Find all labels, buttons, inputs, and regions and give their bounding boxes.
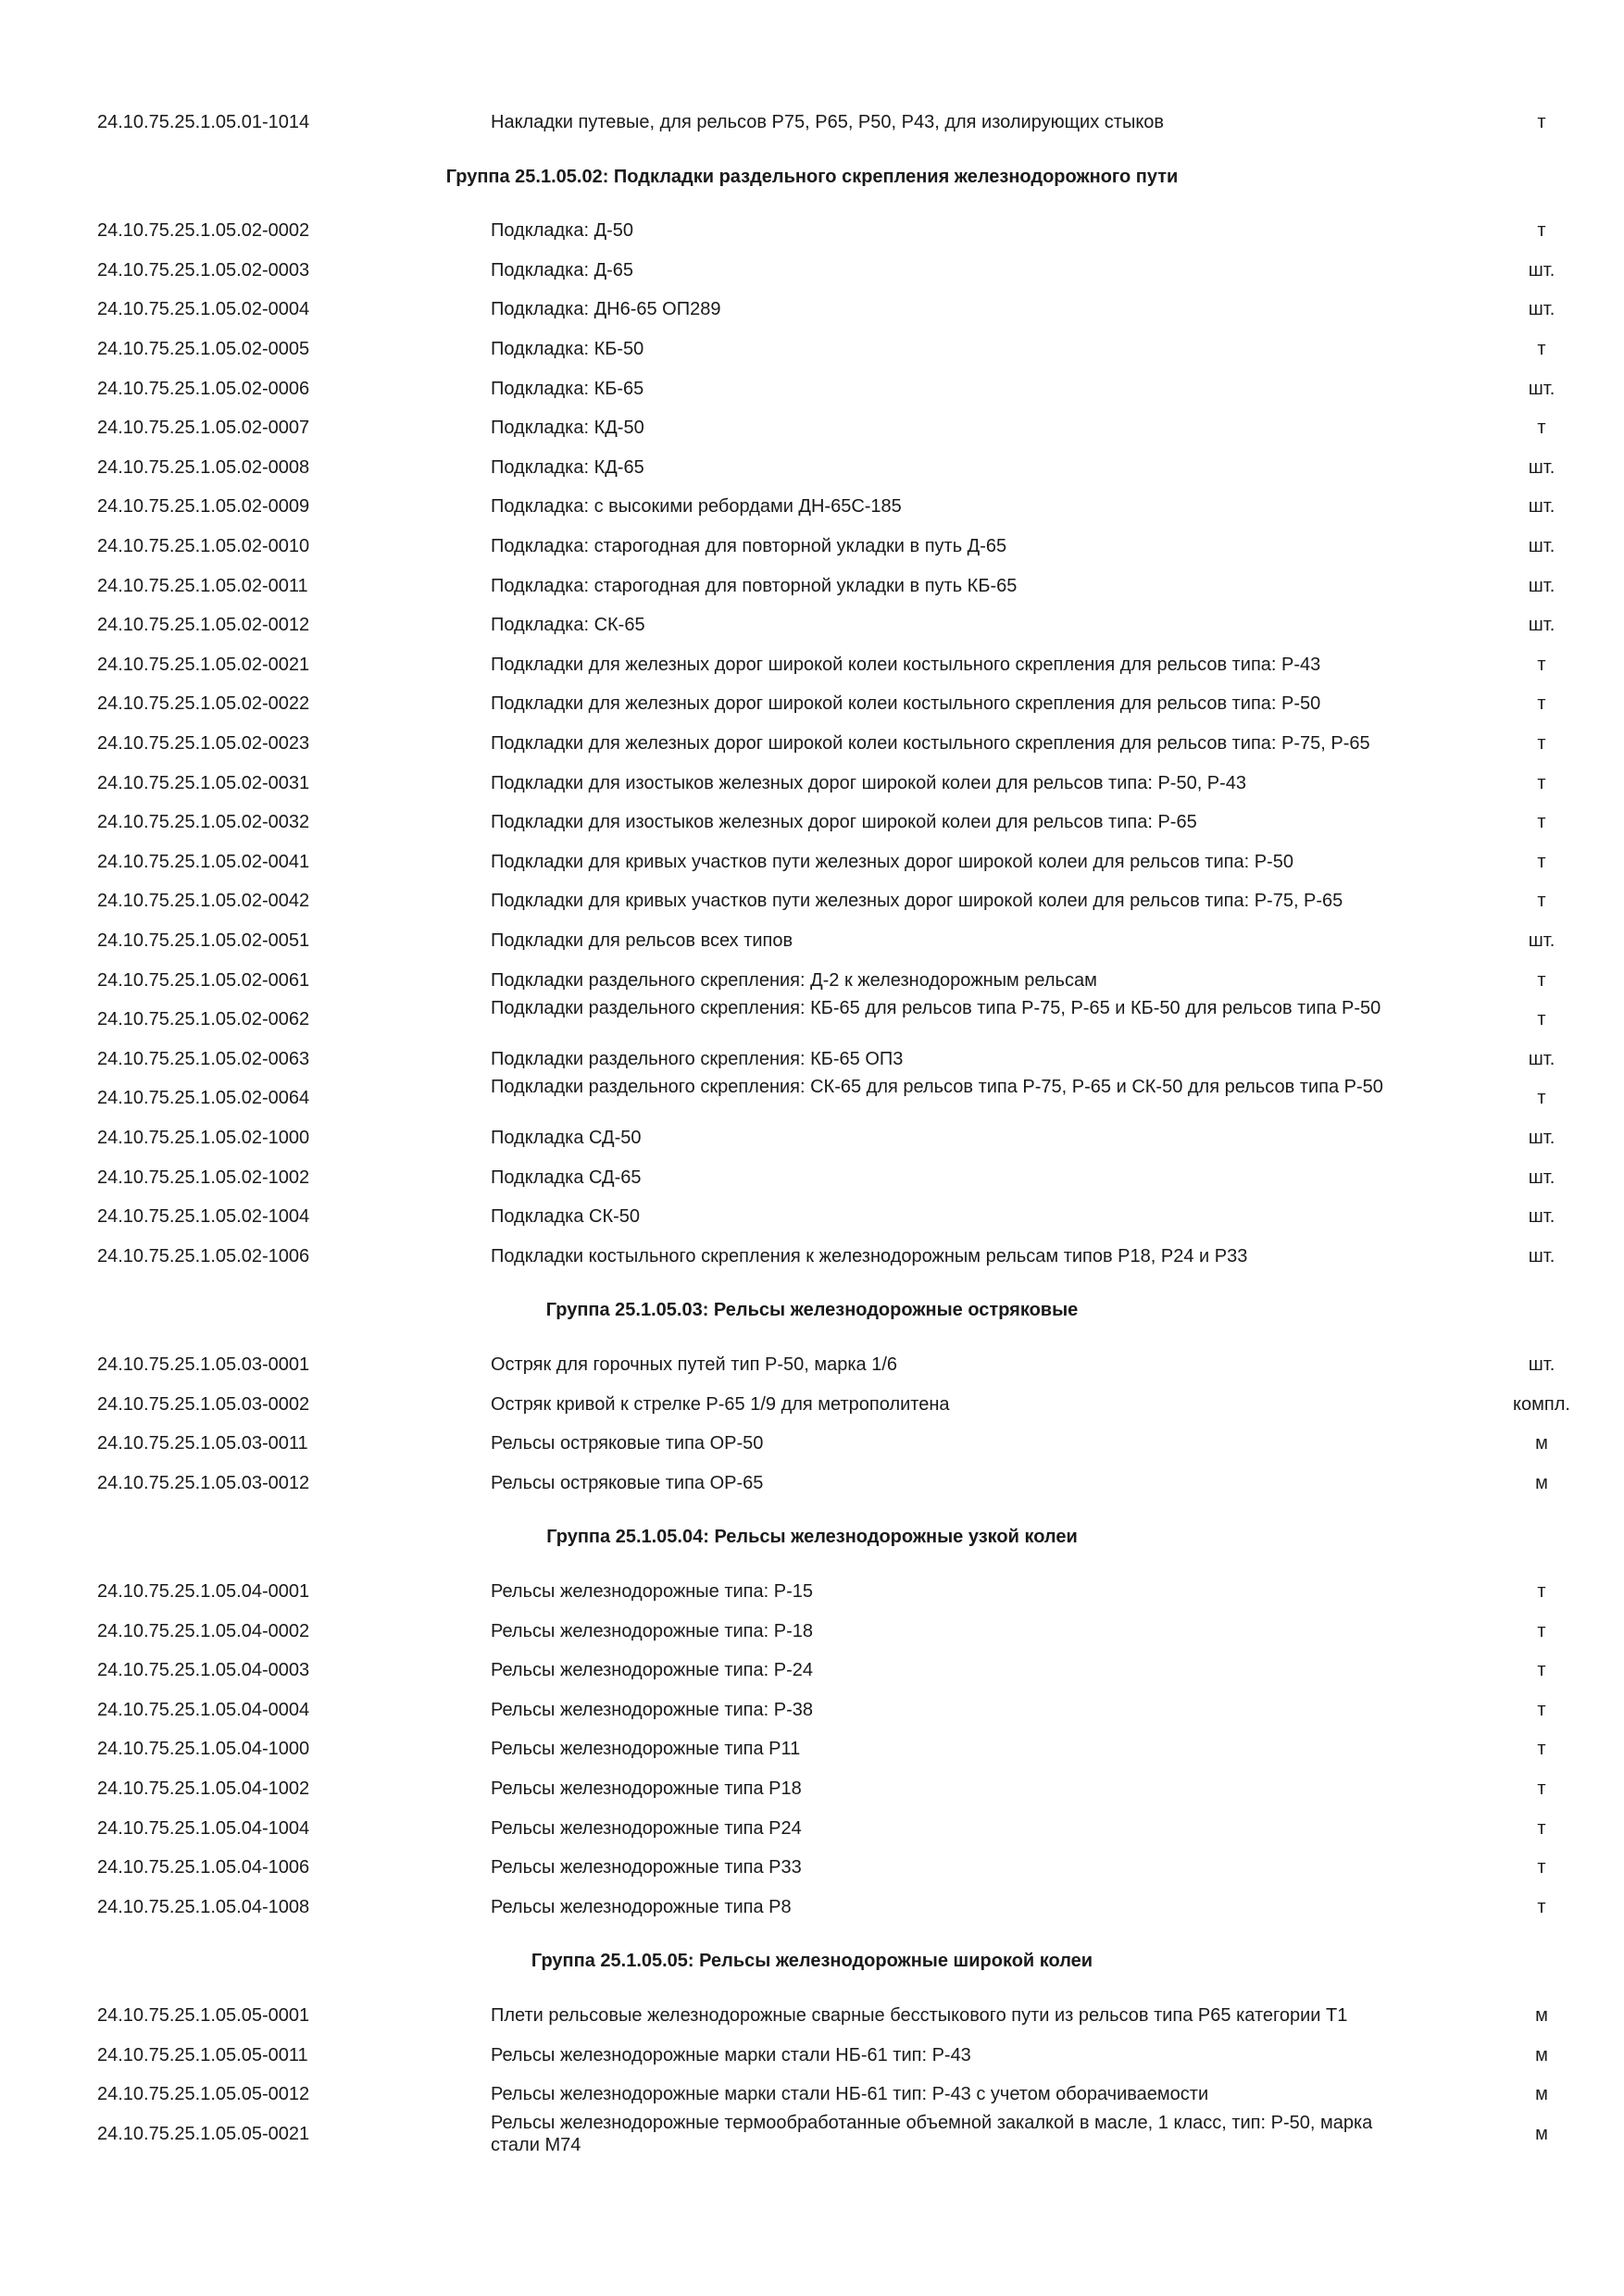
unit-of-measure: шт. (1528, 1128, 1555, 1148)
resource-name: Подкладки костыльного скрепления к железнодорожным рельсам типов Р18, Р24 и Р33 (491, 1246, 1248, 1267)
resource-name: Подкладка: КБ-65 (491, 379, 644, 399)
unit-of-measure: т (1537, 1009, 1546, 1029)
unit-of-measure: т (1537, 655, 1546, 675)
unit-of-measure: т (1537, 891, 1546, 911)
resource-code: 24.10.75.25.1.05.02-0063 (97, 1049, 310, 1069)
resource-code: 24.10.75.25.1.05.03-0011 (97, 1433, 308, 1454)
resource-name: Рельсы остряковые типа ОР-50 (491, 1433, 764, 1454)
unit-of-measure: м (1535, 1473, 1548, 1493)
table-row (0, 1205, 1624, 1228)
table-row (0, 259, 1624, 281)
unit-of-measure: шт. (1528, 576, 1555, 596)
resource-name: Остряк для горочных путей тип Р-50, марка 1/6 (491, 1354, 898, 1375)
resource-name: Подкладки для кривых участков пути железных дорог широкой колеи для рельсов типа: Р-50 (491, 852, 1293, 872)
unit-of-measure: шт. (1528, 1246, 1555, 1267)
unit-of-measure: т (1537, 418, 1546, 438)
unit-of-measure: т (1537, 1088, 1546, 1108)
table-row (0, 890, 1624, 912)
resource-code: 24.10.75.25.1.05.02-0007 (97, 418, 310, 438)
resource-code: 24.10.75.25.1.05.02-0061 (97, 970, 310, 991)
resource-name: Рельсы железнодорожные типа Р24 (491, 1818, 802, 1839)
unit-of-measure: т (1537, 1897, 1546, 1917)
unit-of-measure: т (1537, 1739, 1546, 1759)
table-row (0, 2113, 1624, 2167)
group-heading: Группа 25.1.05.04: Рельсы железнодорожные узкой колеи (546, 1527, 1078, 1547)
resource-name: Подкладки для изостыков железных дорог широкой колеи для рельсов типа: Р-65 (491, 812, 1197, 832)
table-row (0, 998, 1624, 1053)
unit-of-measure: т (1537, 970, 1546, 991)
resource-name: Подкладки для изостыков железных дорог широкой колеи для рельсов типа: Р-50, Р-43 (491, 773, 1247, 793)
table-row (0, 338, 1624, 360)
resource-code: 24.10.75.25.1.05.02-0004 (97, 299, 310, 319)
table-row (0, 614, 1624, 636)
resource-code: 24.10.75.25.1.05.02-1000 (97, 1128, 310, 1148)
table-row (0, 111, 1624, 133)
resource-name: Рельсы железнодорожные типа: Р-24 (491, 1660, 813, 1680)
resource-name: Подкладка: КБ-50 (491, 339, 644, 359)
resource-name: Подкладки раздельного скрепления: СК-65 для рельсов типа Р-75, Р-65 и СК-50 для рельсов типа Р-50 (491, 1077, 1383, 1097)
resource-code: 24.10.75.25.1.05.02-1002 (97, 1167, 310, 1188)
unit-of-measure: т (1537, 1700, 1546, 1720)
resource-name: Рельсы железнодорожные марки стали НБ-61 тип: Р-43 (491, 2045, 971, 2065)
resource-code: 24.10.75.25.1.05.02-1004 (97, 1206, 310, 1227)
resource-code: 24.10.75.25.1.05.02-0032 (97, 812, 310, 832)
unit-of-measure: шт. (1528, 299, 1555, 319)
resource-name: Подкладка: старогодная для повторной укладки в путь КБ-65 (491, 576, 1018, 596)
table-row (0, 1077, 1624, 1131)
table-row (0, 417, 1624, 439)
unit-of-measure: т (1537, 812, 1546, 832)
resource-code: 24.10.75.25.1.05.02-0064 (97, 1088, 310, 1108)
resource-code: 24.10.75.25.1.05.02-0023 (97, 733, 310, 754)
table-row (0, 575, 1624, 597)
unit-of-measure: м (1535, 2045, 1548, 2065)
resource-code: 24.10.75.25.1.05.02-0041 (97, 852, 310, 872)
table-row (0, 1896, 1624, 1918)
unit-of-measure: шт. (1528, 536, 1555, 556)
resource-name: Подкладка: Д-50 (491, 220, 634, 241)
resource-code: 24.10.75.25.1.05.02-0011 (97, 576, 308, 596)
group-heading: Группа 25.1.05.03: Рельсы железнодорожные остряковые (545, 1300, 1079, 1320)
table-row (0, 535, 1624, 557)
unit-of-measure: компл. (1513, 1394, 1570, 1415)
table-row (0, 693, 1624, 715)
unit-of-measure: т (1537, 852, 1546, 872)
resource-code: 24.10.75.25.1.05.02-0009 (97, 496, 310, 517)
unit-of-measure: шт. (1528, 1206, 1555, 1227)
unit-of-measure: шт. (1528, 457, 1555, 478)
unit-of-measure: т (1537, 693, 1546, 714)
resource-name: Накладки путевые, для рельсов Р75, Р65, Р50, Р43, для изолирующих стыков (491, 112, 1165, 132)
resource-name: Подкладка: старогодная для повторной укладки в путь Д-65 (491, 536, 1007, 556)
resource-code: 24.10.75.25.1.05.04-1002 (97, 1778, 310, 1799)
resource-name: Рельсы железнодорожные типа: Р-18 (491, 1621, 813, 1641)
resource-code: 24.10.75.25.1.05.02-0008 (97, 457, 310, 478)
resource-code: 24.10.75.25.1.05.04-1000 (97, 1739, 310, 1759)
resource-code: 24.10.75.25.1.05.02-0002 (97, 220, 310, 241)
table-row (0, 811, 1624, 833)
unit-of-measure: т (1537, 773, 1546, 793)
resource-code: 24.10.75.25.1.05.03-0002 (97, 1394, 310, 1415)
resource-code: 24.10.75.25.1.05.04-1004 (97, 1818, 310, 1839)
unit-of-measure: т (1537, 339, 1546, 359)
table-row (0, 1699, 1624, 1721)
resource-name: Подкладки для железных дорог широкой колеи костыльного скрепления для рельсов типа: Р-75, Р-65 (491, 733, 1370, 754)
group-heading: Группа 25.1.05.05: Рельсы железнодорожные широкой колеи (531, 1951, 1093, 1971)
table-row (0, 1393, 1624, 1416)
resource-name: Подкладки для железных дорог широкой колеи костыльного скрепления для рельсов типа: Р-50 (491, 693, 1321, 714)
unit-of-measure: т (1537, 1818, 1546, 1839)
unit-of-measure: шт. (1528, 260, 1555, 281)
table-row (0, 732, 1624, 755)
unit-of-measure: т (1537, 112, 1546, 132)
resource-name: Рельсы железнодорожные типа Р33 (491, 1857, 802, 1878)
unit-of-measure: шт. (1528, 1167, 1555, 1188)
table-row (0, 2083, 1624, 2105)
resource-code: 24.10.75.25.1.05.02-0062 (97, 1009, 310, 1029)
resource-code: 24.10.75.25.1.05.02-0012 (97, 615, 310, 635)
table-row (0, 772, 1624, 794)
resource-code: 24.10.75.25.1.05.05-0001 (97, 2005, 310, 2026)
unit-of-measure: т (1537, 1857, 1546, 1878)
table-row (0, 219, 1624, 242)
resource-name: Подкладка: с высокими ребордами ДН-65С-185 (491, 496, 902, 517)
resource-name: Подкладка СД-65 (491, 1167, 642, 1188)
unit-of-measure: т (1537, 1581, 1546, 1602)
resource-name: Подкладки для кривых участков пути железных дорог широкой колеи для рельсов типа: Р-75, Р-65 (491, 891, 1343, 911)
resource-name: Плети рельсовые железнодорожные сварные бесстыкового пути из рельсов типа Р65 категории Т1 (491, 2005, 1348, 2026)
unit-of-measure: м (1535, 1433, 1548, 1454)
resource-name: Подкладка: КД-65 (491, 457, 644, 478)
table-row (0, 1738, 1624, 1760)
resource-code: 24.10.75.25.1.05.02-0021 (97, 655, 310, 675)
table-row (0, 1127, 1624, 1149)
resource-code: 24.10.75.25.1.05.02-0042 (97, 891, 310, 911)
resource-name: Подкладки раздельного скрепления: Д-2 к железнодорожным рельсам (491, 970, 1097, 991)
resource-name: Рельсы железнодорожные типа Р18 (491, 1778, 802, 1799)
table-row (0, 654, 1624, 676)
unit-of-measure: т (1537, 1621, 1546, 1641)
unit-of-measure: т (1537, 1778, 1546, 1799)
unit-of-measure: м (1535, 2124, 1548, 2144)
resource-code: 24.10.75.25.1.05.04-0004 (97, 1700, 310, 1720)
table-row (0, 1048, 1624, 1070)
unit-of-measure: т (1537, 220, 1546, 241)
unit-of-measure: шт. (1528, 1049, 1555, 1069)
table-row (0, 2044, 1624, 2066)
resource-name: Подкладка: КД-50 (491, 418, 644, 438)
table-row (0, 851, 1624, 873)
resource-name: Рельсы железнодорожные типа Р11 (491, 1739, 801, 1759)
unit-of-measure: т (1537, 1660, 1546, 1680)
resource-code: 24.10.75.25.1.05.02-0006 (97, 379, 310, 399)
table-row (0, 1354, 1624, 1376)
table-row (0, 1167, 1624, 1189)
resource-name: Подкладки раздельного скрепления: КБ-65 для рельсов типа Р-75, Р-65 и КБ-50 для рельсов типа Р-50 (491, 998, 1381, 1018)
resource-code: 24.10.75.25.1.05.02-0003 (97, 260, 310, 281)
table-row (0, 1659, 1624, 1681)
resource-name: Остряк кривой к стрелке Р-65 1/9 для метрополитена (491, 1394, 950, 1415)
unit-of-measure: шт. (1528, 615, 1555, 635)
resource-code: 24.10.75.25.1.05.02-0005 (97, 339, 310, 359)
resource-code: 24.10.75.25.1.05.04-0002 (97, 1621, 310, 1641)
unit-of-measure: шт. (1528, 379, 1555, 399)
unit-of-measure: шт. (1528, 930, 1555, 951)
resource-code: 24.10.75.25.1.05.02-0022 (97, 693, 310, 714)
resource-code: 24.10.75.25.1.05.02-0031 (97, 773, 310, 793)
resource-code: 24.10.75.25.1.05.05-0011 (97, 2045, 308, 2065)
table-row (0, 1817, 1624, 1840)
table-row (0, 2004, 1624, 2027)
resource-name: Подкладка: ДН6-65 ОП289 (491, 299, 721, 319)
resource-code: 24.10.75.25.1.05.05-0021 (97, 2124, 310, 2144)
resource-name: Рельсы железнодорожные типа: Р-38 (491, 1700, 813, 1720)
table-row (0, 930, 1624, 952)
table-row (0, 1580, 1624, 1603)
resource-name: Подкладки для рельсов всех типов (491, 930, 793, 951)
unit-of-measure: шт. (1528, 496, 1555, 517)
resource-code: 24.10.75.25.1.05.05-0012 (97, 2084, 310, 2104)
resource-code: 24.10.75.25.1.05.03-0001 (97, 1354, 310, 1375)
resource-code: 24.10.75.25.1.05.04-1008 (97, 1897, 310, 1917)
resource-name: Рельсы железнодорожные типа: Р-15 (491, 1581, 813, 1602)
group-heading: Группа 25.1.05.02: Подкладки раздельного скрепления железнодорожного пути (445, 167, 1179, 187)
resource-name: Рельсы остряковые типа ОР-65 (491, 1473, 764, 1493)
table-row (0, 298, 1624, 320)
resource-code: 24.10.75.25.1.05.01-1014 (97, 112, 310, 132)
resource-code: 24.10.75.25.1.05.04-0003 (97, 1660, 310, 1680)
table-row (0, 1778, 1624, 1800)
resource-name: Подкладка СД-50 (491, 1128, 642, 1148)
unit-of-measure: м (1535, 2005, 1548, 2026)
resource-name: Рельсы железнодорожные типа Р8 (491, 1897, 792, 1917)
unit-of-measure: шт. (1528, 1354, 1555, 1375)
resource-name: Подкладка: СК-65 (491, 615, 645, 635)
table-row (0, 1472, 1624, 1494)
resource-code: 24.10.75.25.1.05.04-0001 (97, 1581, 310, 1602)
resource-code: 24.10.75.25.1.05.02-0010 (97, 536, 310, 556)
unit-of-measure: м (1535, 2084, 1548, 2104)
table-row (0, 1620, 1624, 1642)
table-row (0, 456, 1624, 479)
resource-name: Подкладка СК-50 (491, 1206, 641, 1227)
resource-name: Подкладки для железных дорог широкой колеи костыльного скрепления для рельсов типа: Р-43 (491, 655, 1321, 675)
table-row (0, 495, 1624, 518)
resource-code: 24.10.75.25.1.05.02-0051 (97, 930, 310, 951)
resource-code: 24.10.75.25.1.05.02-1006 (97, 1246, 310, 1267)
unit-of-measure: т (1537, 733, 1546, 754)
table-row (0, 1245, 1624, 1267)
table-row (0, 378, 1624, 400)
table-row (0, 1432, 1624, 1454)
resource-code: 24.10.75.25.1.05.03-0012 (97, 1473, 310, 1493)
table-row (0, 1856, 1624, 1878)
resource-name: Подкладка: Д-65 (491, 260, 634, 281)
table-row (0, 969, 1624, 992)
resource-name: Рельсы железнодорожные термообработанные объемной закалкой в масле, 1 класс, тип: Р-50, марка стали М74 (491, 2113, 1373, 2155)
resource-name: Рельсы железнодорожные марки стали НБ-61 тип: Р-43 с учетом оборачиваемости (491, 2084, 1209, 2104)
resource-code: 24.10.75.25.1.05.04-1006 (97, 1857, 310, 1878)
resource-name: Подкладки раздельного скрепления: КБ-65 ОП3 (491, 1049, 904, 1069)
